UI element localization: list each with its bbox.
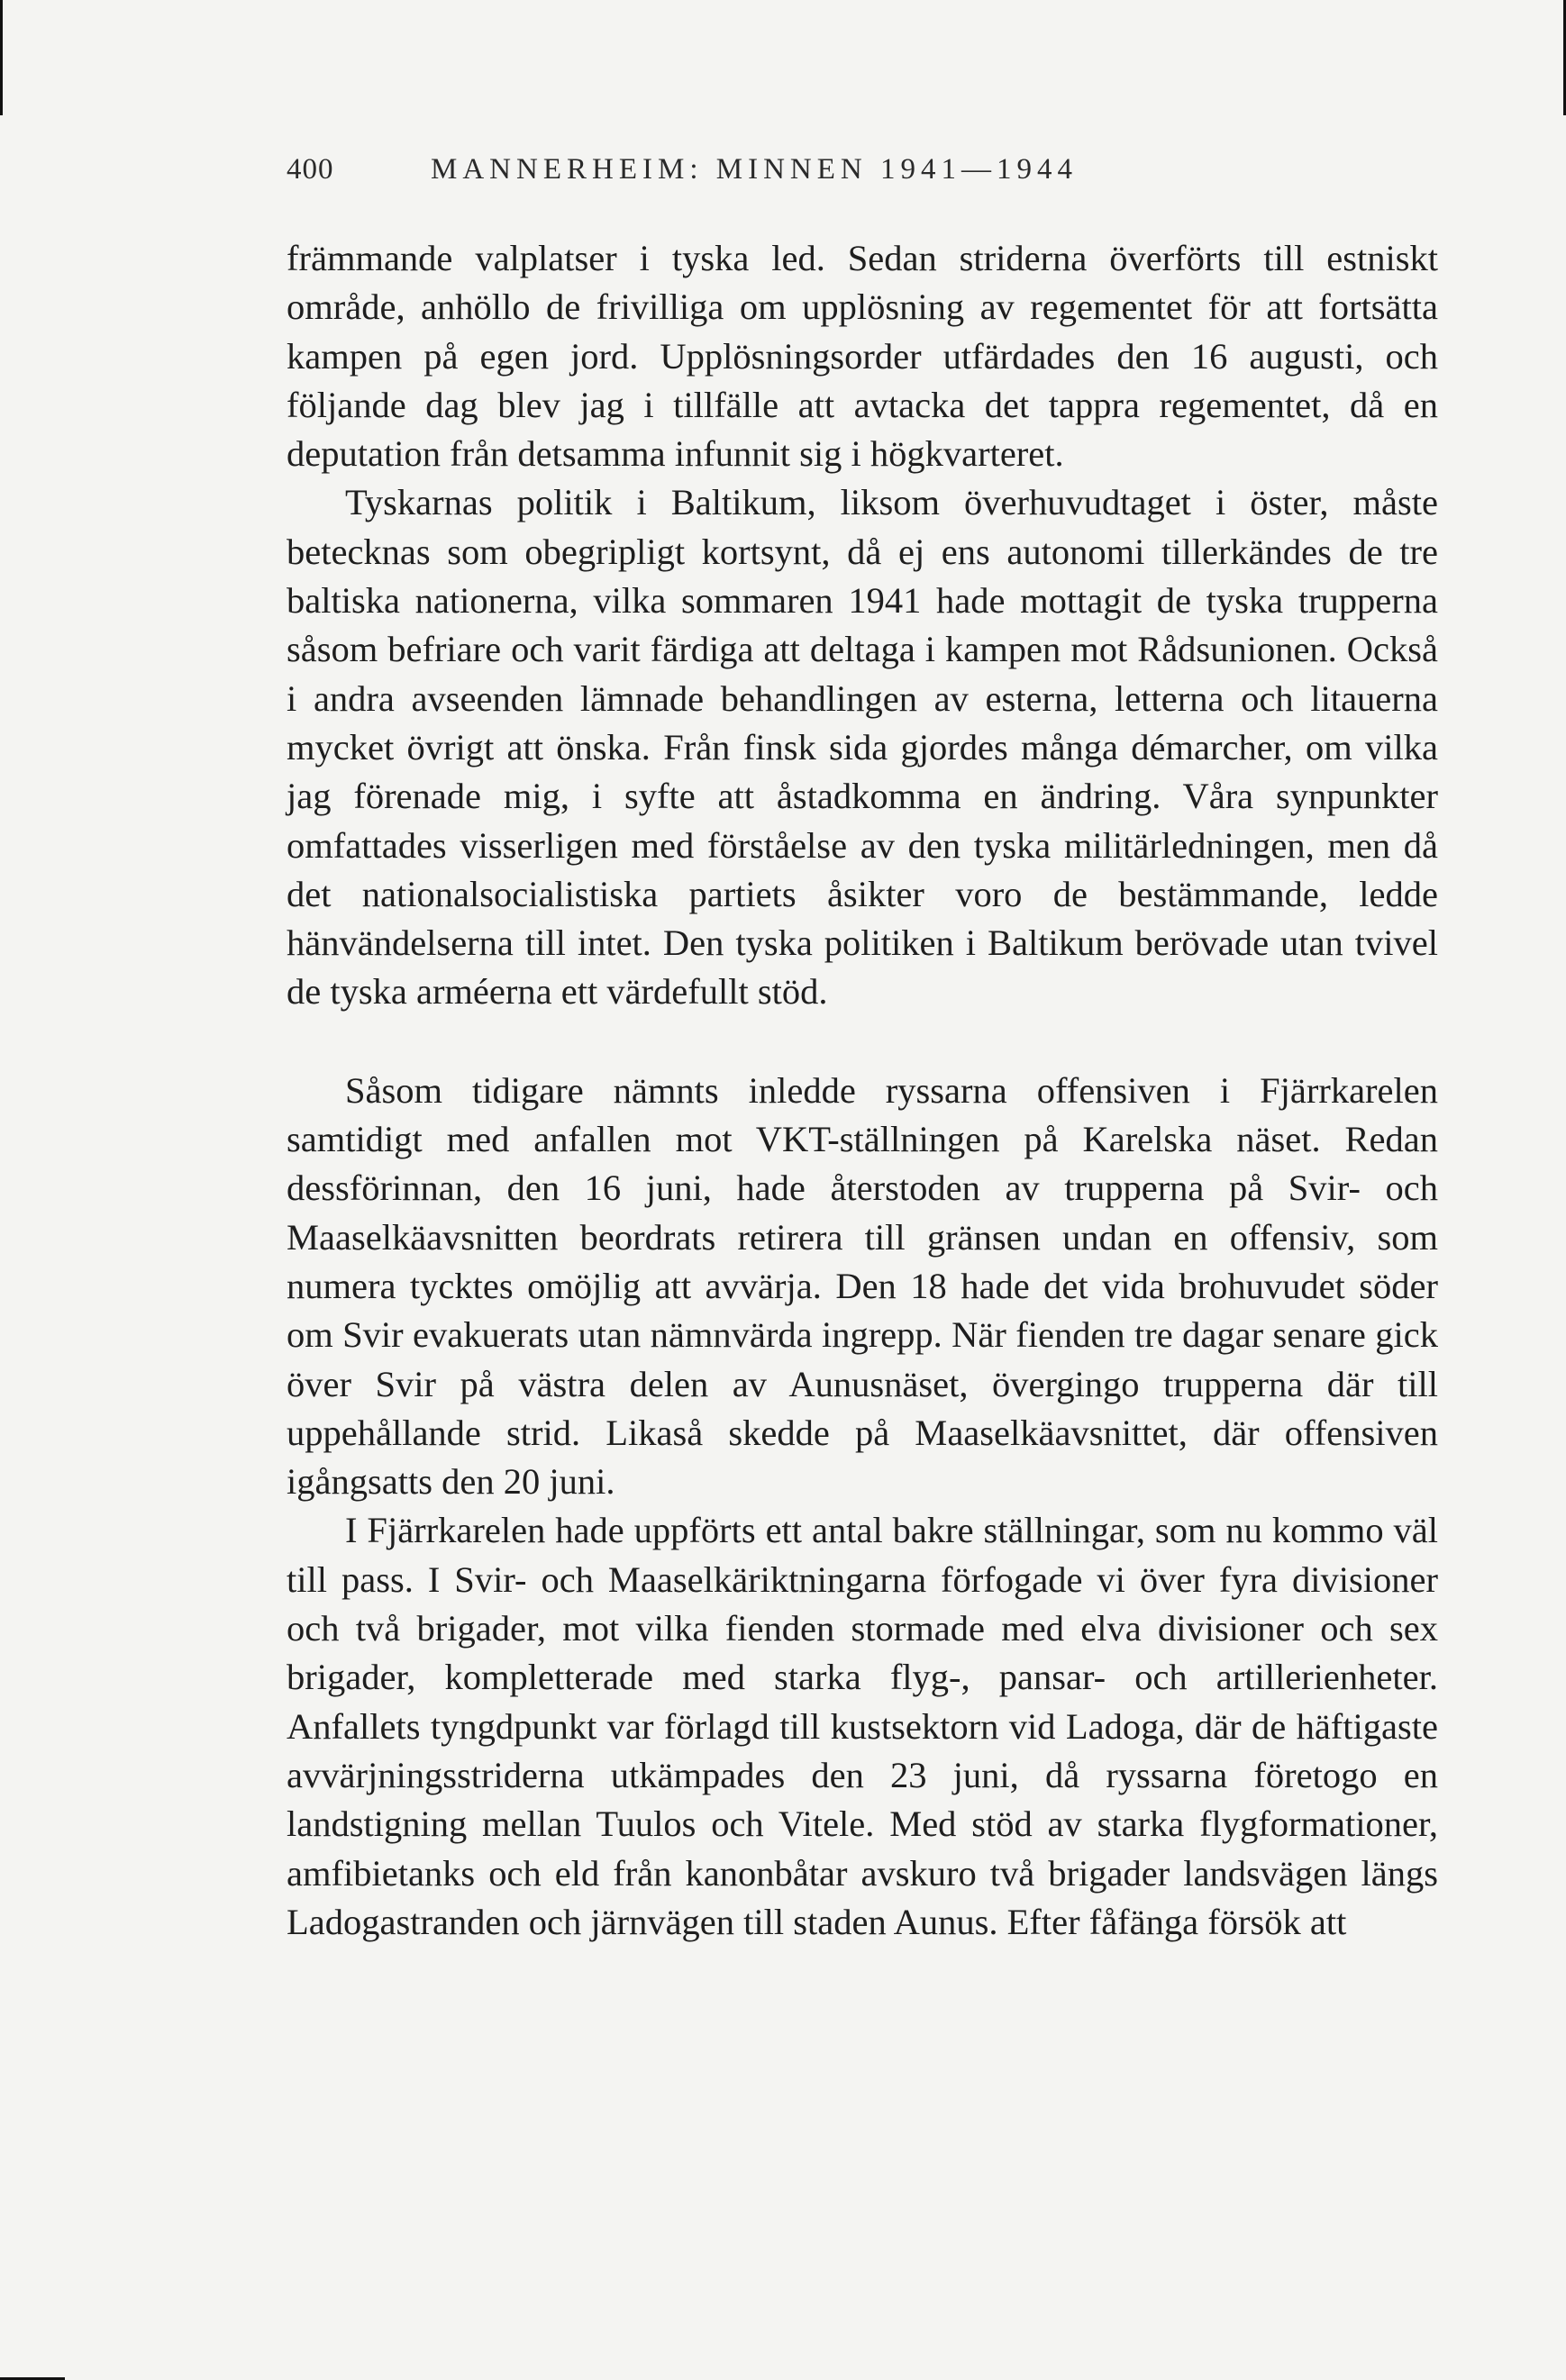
paragraph-3: Såsom tidigare nämnts inledde ryssarna offensiven i Fjärrkarelen samtidigt med anfallen mot VKT-ställningen på Karelska näset. Redan dessförinnan, den 16 juni, hade återstoden av trupperna på Svir- och Maaselkäavsnitten beordrats retirera till gränsen undan en offensiv, som numera tycktes omöjlig att avvärja. Den 18 hade det vida brohuvudet söder om Svir evakuerats utan nämnvärda ingrepp. När fienden tre dagar senare gick över Svir på västra delen av Aunusnäset, övergingo trupperna där till uppehållande strid. Likaså skedde på Maaselkäavsnittet, där offensiven igångsatts den 20 juni. bbox=[287, 1069, 1438, 1503]
running-head bbox=[287, 153, 1438, 204]
paragraph-4: I Fjärrkarelen hade uppförts ett antal bakre ställningar, som nu kommo väl till pass. I Svir- och Maaselkäriktningarna förfogade vi över fyra divisioner och två brigader, mot vilka fienden stormade med elva divisioner och sex brigader, kompletterade med starka flyg-, pansar- och artillerienheter. Anfallets tyngdpunkt var förlagd till kustsektorn vid Ladoga, där de häftigaste avvärjningsstriderna utkämpades den 23 juni, då ryssarna företogo en landstigning mellan Tuulos och Vitele. Med stöd av starka flygformationer, amfibietanks och eld från kanonbåtar avskuro två brigader landsvägen längs Ladogastranden och järnvägen till staden Aunus. Efter fåfänga försök att bbox=[287, 1510, 1438, 1942]
section-break bbox=[287, 1017, 1438, 1067]
paragraph-1: främmande valplatser i tyska led. Sedan striderna överförts till estniskt område, anhöllo de frivilliga om upplösning av regementet för att fortsätta kampen på egen jord. Upplösningsorder utfärdades den 16 augusti, och följande dag blev jag i tillfälle att avtacka det tappra regementet, då en deputation från detsamma infunnit sig i högkvarteret. bbox=[287, 238, 1438, 475]
running-title: MANNERHEIM: MINNEN 1941—1944 bbox=[431, 153, 1078, 186]
scan-edge-left bbox=[0, 0, 3, 115]
book-page bbox=[287, 153, 1438, 1947]
paragraph-2: Tyskarnas politik i Baltikum, liksom överhuvudtaget i öster, måste betecknas som obegripligt kortsynt, då ej ens autonomi tillerkändes de tre baltiska nationerna, vilka sommaren 1941 hade mottagit de tyska trupperna såsom befriare och varit färdiga att deltaga i kampen mot Rådsunionen. Också i andra avseenden lämnade behandlingen av esterna, letterna och litauerna mycket övrigt att önska. Från finsk sida gjordes många démarcher, om vilka jag förenade mig, i syfte att åstadkomma en ändring. Våra synpunkter omfattades visserligen med förståelse av den tyska militärledningen, men då det nationalsocialistiska partiets åsikter voro de bestämmande, ledde hänvändelserna till intet. Den tyska politiken i Baltikum berövade utan tvivel de tyska arméerna ett värdefullt stöd. bbox=[287, 482, 1438, 1013]
page-number: 400 bbox=[287, 153, 334, 186]
